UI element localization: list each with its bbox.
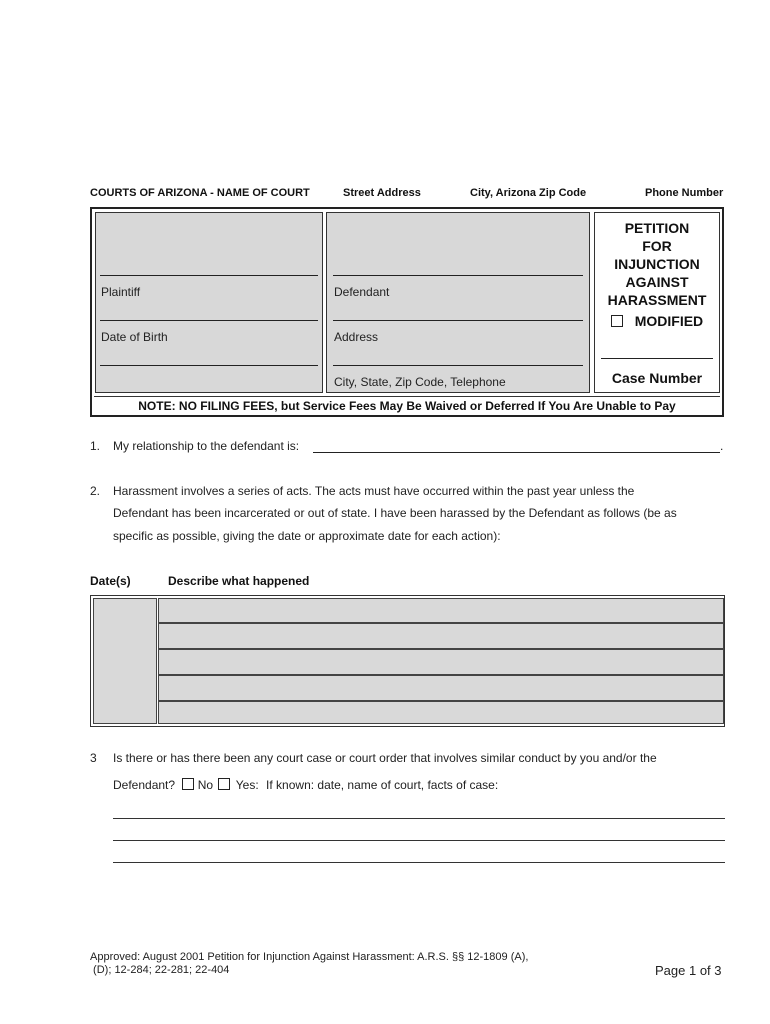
street-address-header: Street Address: [343, 187, 421, 199]
q2-number: 2.: [90, 484, 101, 498]
modified-option[interactable]: [595, 313, 719, 329]
case-details-line-2[interactable]: [113, 840, 725, 841]
case-details-line-1[interactable]: [113, 818, 725, 819]
page-number: Page 1 of 3: [655, 963, 722, 978]
case-number-label: Case Number: [611, 370, 703, 386]
title-line-for: FOR: [642, 238, 672, 254]
dates-cell[interactable]: [93, 598, 157, 724]
case-details-line-3[interactable]: [113, 862, 725, 863]
city-state-line: [333, 365, 583, 366]
modified-checkbox[interactable]: [611, 315, 623, 327]
relationship-input-line[interactable]: [313, 452, 720, 453]
petition-title-box: [594, 212, 720, 393]
plaintiff-extra-line: [100, 365, 318, 366]
address-line: [333, 320, 583, 321]
title-line-against: AGAINST: [625, 274, 689, 290]
court-name-header: COURTS OF ARIZONA - NAME OF COURT: [90, 187, 310, 199]
city-state-label: City, State, Zip Code, Telephone: [334, 375, 506, 389]
describe-row-3[interactable]: [158, 649, 724, 675]
plaintiff-label: Plaintiff: [101, 285, 141, 299]
q1-number: 1.: [90, 439, 101, 453]
title-line-injunction: INJUNCTION: [614, 256, 700, 272]
no-checkbox[interactable]: [182, 778, 194, 790]
dates-column-header: Date(s): [90, 574, 131, 588]
q3-line-1: Is there or has there been any court case or court order that involves similar conduct by you and/or the: [113, 751, 657, 765]
describe-column-header: Describe what happened: [168, 574, 310, 588]
caption-box: [90, 207, 724, 417]
city-zip-header: City, Arizona Zip Code: [470, 187, 587, 199]
address-label: Address: [334, 330, 379, 344]
q2-line-2: Defendant has been incarcerated or out of state. I have been harassed by the Defendant as follows (be as: [113, 506, 677, 520]
q3-prefix: Defendant?: [113, 778, 176, 792]
defendant-label: Defendant: [334, 285, 390, 299]
harassment-table: [90, 595, 725, 727]
petition-title: [595, 219, 719, 309]
modified-label: MODIFIED: [634, 313, 704, 329]
case-number-line: [601, 358, 713, 359]
defendant-line: [333, 275, 583, 276]
yes-checkbox[interactable]: [218, 778, 230, 790]
q1-text: My relationship to the defendant is:: [113, 439, 300, 453]
dob-line: [100, 320, 318, 321]
phone-number-header: Phone Number: [645, 187, 724, 199]
defendant-cell[interactable]: [326, 212, 590, 393]
describe-row-1[interactable]: [158, 598, 724, 623]
plaintiff-cell[interactable]: [95, 212, 323, 393]
approval-note-line-2: (D); 12-284; 22-281; 22-404: [90, 964, 230, 976]
plaintiff-line: [100, 275, 318, 276]
title-line-petition: PETITION: [624, 220, 690, 236]
approval-note-line-1: Approved: August 2001 Petition for Injunction Against Harassment: A.R.S. §§ 12-1809 (A),: [90, 951, 529, 963]
dob-label: Date of Birth: [101, 330, 168, 344]
q2-line-1: Harassment involves a series of acts. The acts must have occurred within the past year unless the: [113, 484, 635, 498]
describe-row-2[interactable]: [158, 623, 724, 649]
title-line-harassment: HARASSMENT: [607, 292, 707, 308]
no-label: No: [197, 778, 214, 792]
q3-line-2: [113, 778, 498, 792]
describe-row-4[interactable]: [158, 675, 724, 701]
q2-line-3: specific as possible, giving the date or approximate date for each action):: [113, 529, 501, 543]
q3-rest: If known: date, name of court, facts of case:: [266, 778, 499, 792]
filing-fees-note: NOTE: NO FILING FEES, but Service Fees May Be Waived or Deferred If You Are Unable to Pay: [94, 396, 720, 415]
yes-label: Yes:: [235, 778, 259, 792]
describe-row-5[interactable]: [158, 701, 724, 724]
q3-number: 3: [90, 751, 97, 765]
q1-end: .: [720, 439, 724, 453]
